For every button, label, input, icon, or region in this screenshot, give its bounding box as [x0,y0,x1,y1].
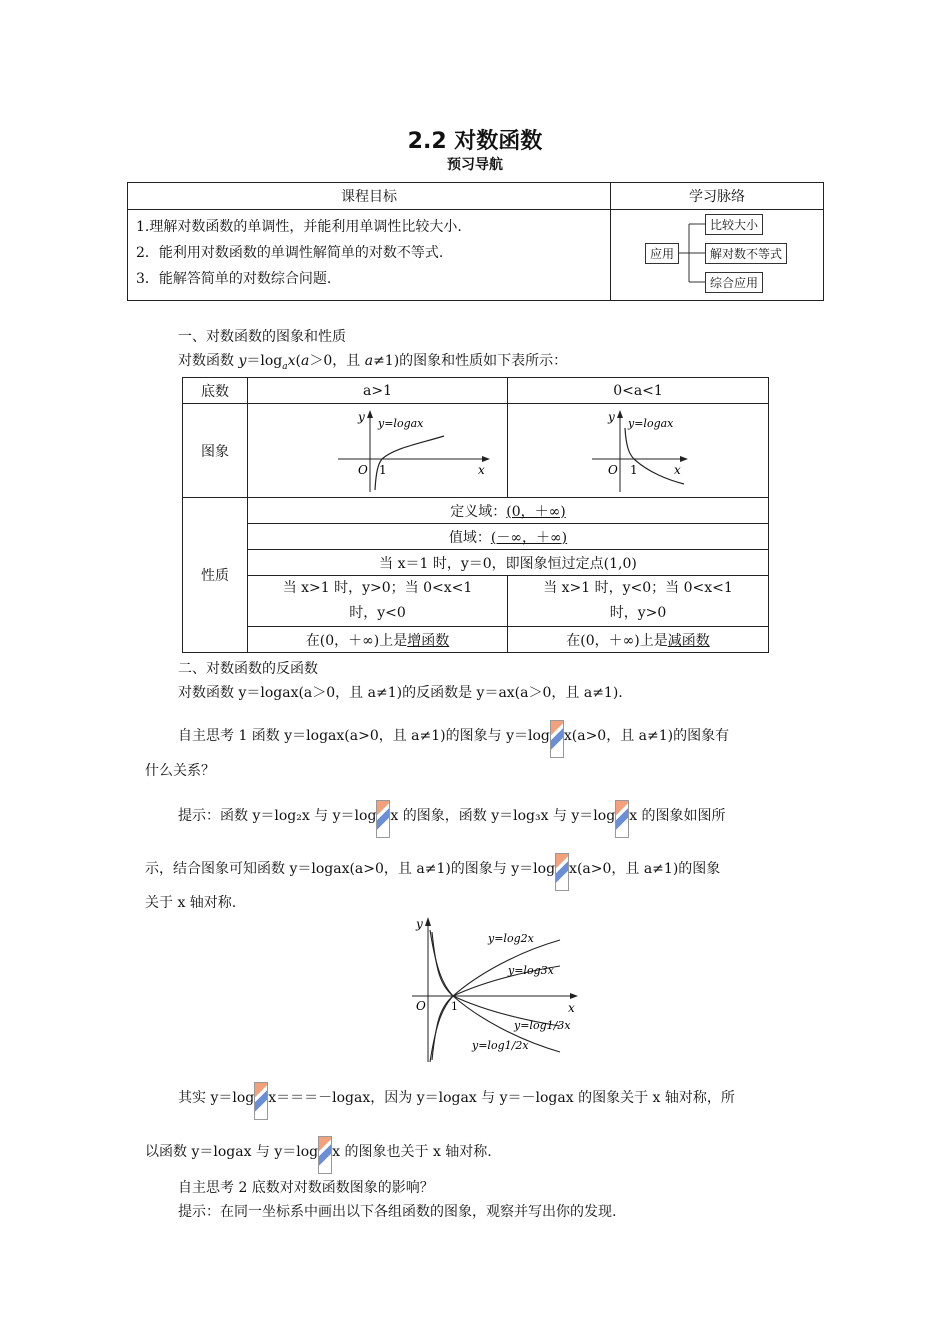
section2-heading: 二、对数函数的反函数 [178,661,318,677]
curve-label: y=logax [378,417,424,430]
axis-x-label: x [568,1001,575,1015]
diagram-item-box: 比较大小 [705,214,763,235]
curve-label: y=log1/3x [514,1019,571,1032]
think2-line1: 自主思考 2 底数对对数函数图象的影响？ [178,1180,434,1196]
actually-line2: 以函数 y＝logax 与 y＝log x 的图象也关于 x 轴对称. [145,1136,492,1174]
base-gt1: a>1 [248,378,508,404]
mono-decreasing: 在(0，＋∞)上是减函数 [508,627,769,653]
hint1-line3: 关于 x 轴对称. [145,895,237,911]
formula-image-placeholder [615,800,629,838]
formula-image-placeholder [318,1136,332,1174]
outline-diagram [611,210,824,301]
log-comparison-figure [408,912,578,1064]
one-label: 1 [630,463,638,477]
goals-list [128,210,611,301]
curve-label: y=log3x [508,964,554,977]
diagram-item-box: 综合应用 [705,272,763,293]
hint1-line2: 示，结合图象可知函数 y＝logax(a>0，且 a≠1)的图象与 y＝log x(a>0，且 a≠1)的图象 [145,853,720,891]
graph-label: 图象 [183,404,248,498]
formula-image-placeholder [550,720,564,758]
think1-line1: 自主思考 1 函数 y＝logax(a>0，且 a≠1)的图象与 y＝log x(a>0，且 a≠1)的图象有 [178,720,729,758]
page-subtitle: 预习导航 [447,157,503,173]
fixed-point-row: 当 x＝1 时，y＝0，即图象恒过定点(1,0) [248,550,769,576]
actually-line1: 其实 y＝log x＝＝＝－logax，因为 y＝logax 与 y＝－logax 的图象关于 x 轴对称，所 [178,1082,735,1120]
curve-label: y=log1/2x [472,1039,529,1052]
diagram-root-box: 应用 [645,243,679,264]
goal-item: 2．能利用对数函数的单调性解简单的对数不等式. [136,245,444,261]
section1-intro: 对数函数 $y=\log_ax(a>0$，且 a≠1)的图象和性质如下表所示： [178,353,568,372]
section2-text: 对数函数 y＝logax(a＞0，且 a≠1)的反函数是 y＝ax(a＞0，且 a≠1). [178,685,623,701]
one-label: 1 [451,1000,458,1013]
curve-label: y=logax [628,417,674,430]
graph-increasing [248,404,508,498]
axis-y-label: y [358,410,365,424]
axis-y-label: y [608,410,615,424]
graph-decreasing [508,404,769,498]
sign-decreasing: 当 x>1 时，y<0；当 0<x<1 时，y>0 [508,576,769,627]
range-row: 值域：(－∞，＋∞) [248,524,769,550]
goals-table [127,182,824,301]
formula-image-placeholder [555,853,569,891]
think2-line2: 提示：在同一坐标系中画出以下各组函数的图象，观察并写出你的发现. [178,1204,617,1220]
sign-increasing: 当 x>1 时，y>0；当 0<x<1 时，y<0 [248,576,508,627]
one-label: 1 [379,463,387,477]
think1-line2: 什么关系？ [145,763,215,779]
outline-header: 学习脉络 [611,183,824,210]
diagram-item-box: 解对数不等式 [705,243,787,264]
domain-row: 定义域：(0，＋∞) [248,498,769,524]
base-label: 底数 [183,378,248,404]
formula-image-placeholder [376,800,390,838]
curve-label: y=log2x [488,932,534,945]
formula-image-placeholder [254,1082,268,1120]
page-title: 2.2 对数函数 [407,129,543,154]
section1-heading: 一、对数函数的图象和性质 [178,329,346,345]
axis-y-label: y [416,917,423,931]
axis-x-label: x [674,463,681,477]
origin-label: O [608,463,618,477]
property-label: 性质 [183,498,248,653]
origin-label: O [358,463,368,477]
goals-header: 课程目标 [128,183,611,210]
goal-item: 1.理解对数函数的单调性，并能利用单调性比较大小. [136,219,462,235]
mono-increasing: 在(0，＋∞)上是增函数 [248,627,508,653]
properties-table [182,377,769,653]
hint1-line1: 提示：函数 y＝log₂x 与 y＝log x 的图象，函数 y＝log₃x 与 y＝log x 的图象如图所 [178,800,726,838]
goal-item: 3．能解答简单的对数综合问题. [136,271,332,287]
axis-x-label: x [478,463,485,477]
base-lt1: 0<a<1 [508,378,769,404]
origin-label: O [416,999,426,1013]
